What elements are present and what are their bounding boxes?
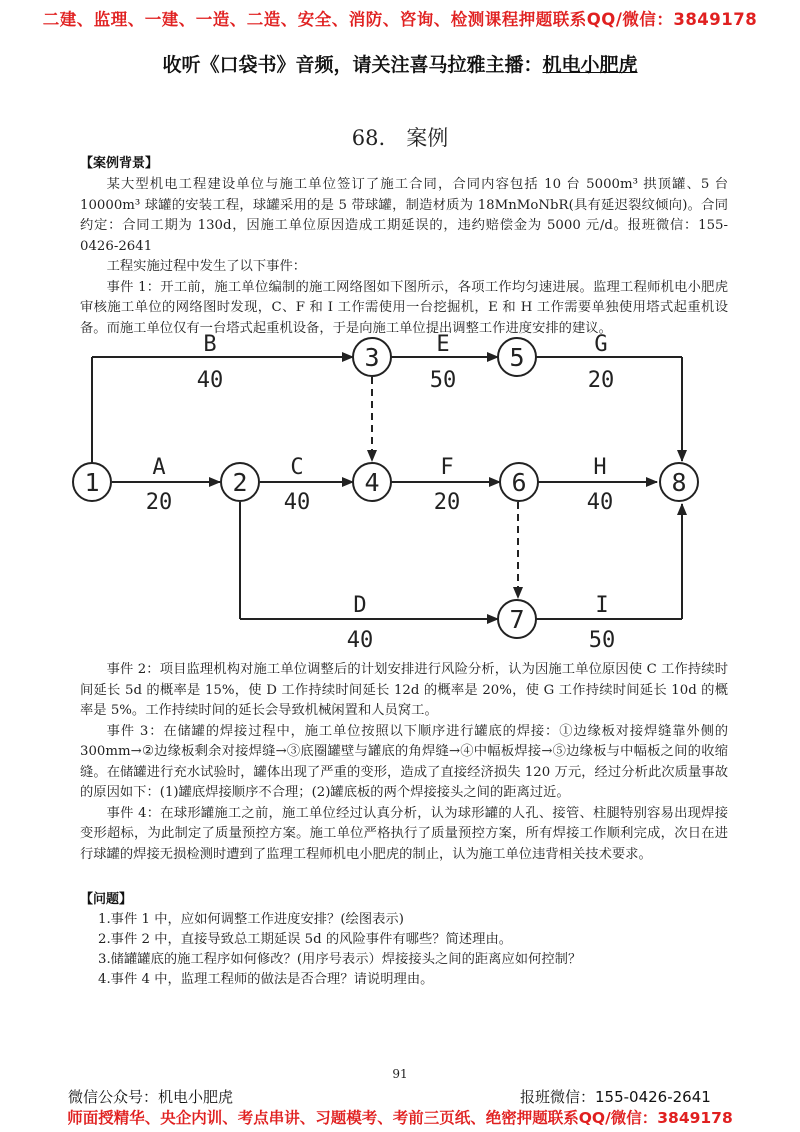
node-5-label: 5 (509, 343, 525, 372)
activity-E-duration: 50 (429, 368, 457, 393)
activity-D-duration: 40 (346, 628, 374, 653)
node-2-label: 2 (232, 468, 248, 497)
bottom-banner: 师面授精华、央企内训、考点串讲、习题模考、考前三页纸、绝密押题联系QQ/微信：3849178 (67, 1109, 733, 1127)
event-3: 事件 3：在储罐的焊接过程中，施工单位按照以下顺序进行罐底的焊接：①边缘板对接焊缝靠外侧的 300mm→②边缘板剩余对接焊缝→③底圈罐壁与罐底的角焊缝→④中幅板焊接→⑤边缘板与中幅板之间的收缩缝。在储罐进行充水试验时，罐体出现了严重的变形，造成了直接经济损失 120 万元，经过分析此次质量事故的原因如下：(1)罐底焊接顺序不合理；(2)罐底板的两个焊接接头之间的距离过近。 (80, 723, 728, 800)
activity-B-name: B (203, 332, 217, 357)
event-1: 事件 1：开工前，施工单位编制的施工网络图如下图所示，各项工作均匀速进展。监理工程师机电小肥虎审核施工单位的网络图时发现，C、F 和 I 工作需使用一台挖掘机，E 和 H 工作需要单独使用塔式起重机设备。而施工单位仅有一台塔式起重机设备，于是向施工单位提出调整工作进度安排的建议。 (80, 279, 728, 336)
activity-C-name: C (290, 455, 304, 480)
node-3-label: 3 (364, 343, 380, 372)
background-paragraph: 某大型机电工程建设单位与施工单位签订了施工合同，合同内容包括 10 台 5000m³ 拱顶罐、5 台 10000m³ 球罐的安装工程，球罐采用的是 5 带球罐，制造材质为 18MnMoNbR(具有延迟裂纹倾向)。合同约定：合同工期为 130d，因施工单位原因造成工期延误的，违约赔偿金为 5000 元/d。报班微信：155-0426-2641 (80, 177, 728, 254)
audio-subtitle (0, 50, 800, 77)
activity-I-name: I (595, 593, 609, 618)
node-4-label: 4 (364, 468, 380, 497)
activity-F-duration: 20 (433, 490, 461, 515)
subtitle-prefix: 收听《口袋书》音频，请关注喜马拉雅主播： (162, 54, 543, 76)
activity-G-duration: 20 (587, 368, 615, 393)
question-1: 1.事件 1 中，应如何调整工作进度安排？(绘图表示) (98, 912, 404, 927)
footer-wechat-public: 微信公众号：机电小肥虎 (68, 1088, 234, 1106)
anchor-name: 机电小肥虎 (542, 54, 638, 76)
question-3: 3.储罐罐底的施工程序如何修改？(用序号表示）焊接接头之间的距离应如何控制？ (98, 952, 582, 967)
node-6-label: 6 (511, 468, 527, 497)
activity-B-duration: 40 (196, 368, 224, 393)
page-number: 91 (392, 1067, 408, 1081)
node-8-label: 8 (671, 468, 687, 497)
activity-E-name: E (436, 332, 450, 357)
events-section (80, 660, 728, 865)
node-1-label: 1 (84, 468, 100, 497)
questions-tag: 【问题】 (80, 892, 133, 907)
background-tag: 【案例背景】 (80, 156, 159, 171)
case-title: 68. 案例 (351, 126, 449, 150)
activity-A-name: A (152, 455, 166, 480)
top-banner: 二建、监理、一建、一造、二造、安全、消防、咨询、检测课程押题联系QQ/微信：3849178 (42, 10, 758, 29)
activity-H-duration: 40 (586, 490, 614, 515)
activity-A-duration: 20 (145, 490, 173, 515)
footer-signup-wechat: 报班微信：155-0426-2641 (520, 1088, 711, 1106)
activity-C-duration: 40 (283, 490, 311, 515)
activity-D-name: D (353, 593, 367, 618)
activity-F-name: F (440, 455, 454, 480)
activity-I-duration: 50 (588, 628, 616, 653)
network-diagram (60, 325, 750, 660)
background-intro: 工程实施过程中发生了以下事件： (106, 259, 307, 274)
activity-H-name: H (593, 455, 607, 480)
event-2: 事件 2：项目监理机构对施工单位调整后的计划安排进行风险分析，认为因施工单位原因使 C 工作持续时间延长 5d 的概率是 15%，使 D 工作持续时间延长 12d 的概率是 20%，使 G 工作持续时间延长 10d 的概率是 5%。工作持续时间的延长会导致机械闲置和人员窝工。 (80, 662, 728, 718)
question-4: 4.事件 4 中，监理工程师的做法是否合理？请说明理由。 (98, 972, 434, 987)
question-2: 2.事件 2 中，直接导致总工期延误 5d 的风险事件有哪些？简述理由。 (98, 932, 513, 947)
activity-G-name: G (594, 332, 608, 357)
node-7-label: 7 (509, 605, 525, 634)
background-section (80, 175, 728, 339)
event-4: 事件 4：在球形罐施工之前，施工单位经过认真分析，认为球形罐的人孔、接管、柱腿特别容易出现焊接变形超标，为此制定了质量预控方案。施工单位严格执行了质量预控方案，所有焊接工作顺利完成，次日在进行球罐的焊接无损检测时遭到了监理工程师机电小肥虎的制止，认为施工单位违背相关技术要求。 (80, 805, 728, 862)
